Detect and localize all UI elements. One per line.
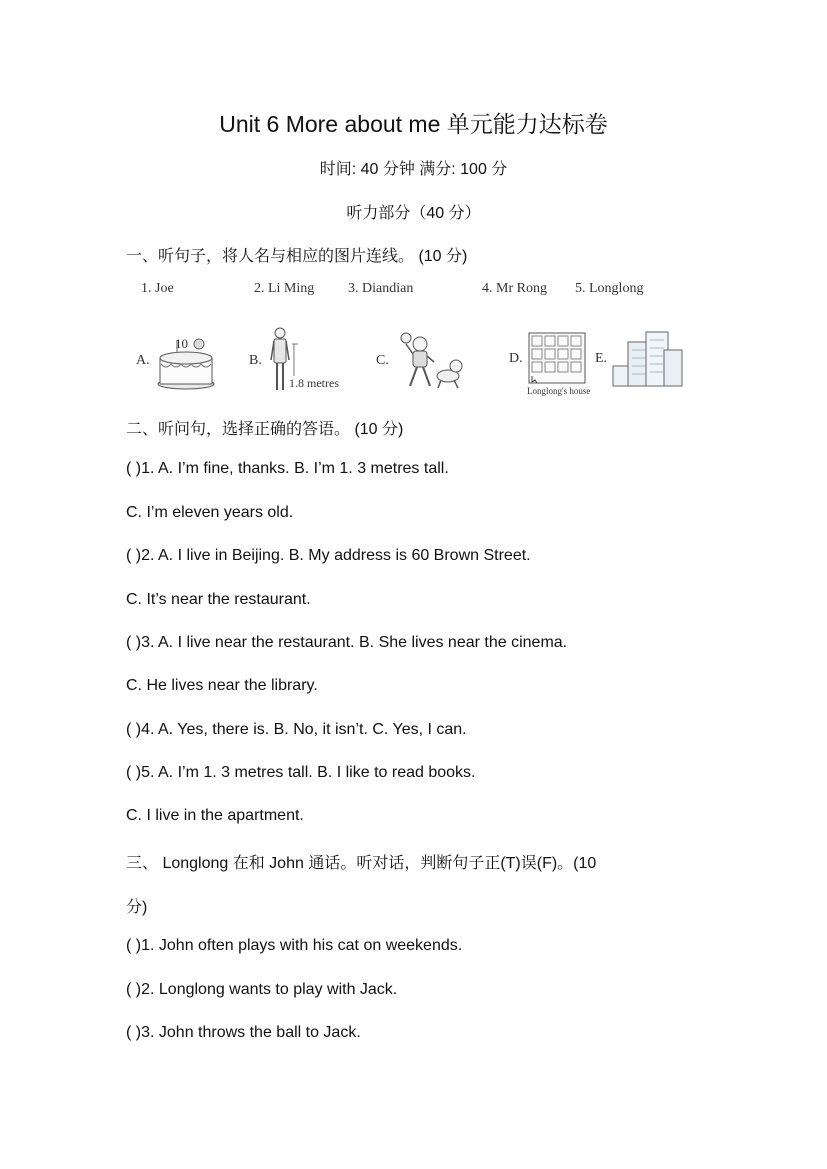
apartment-grid-icon bbox=[528, 332, 586, 384]
part3-q3: ( )3. John throws the ball to Jack. bbox=[126, 1024, 361, 1041]
height-marker-icon bbox=[292, 344, 306, 378]
name-li-ming: 2. Li Ming bbox=[254, 281, 315, 296]
part2-q1-option-c: C. I’m eleven years old. bbox=[126, 504, 294, 521]
part2-q2-option-c: C. It’s near the restaurant. bbox=[126, 591, 311, 608]
city-buildings-icon bbox=[612, 328, 686, 388]
part2-q5-option-c: C. I live in the apartment. bbox=[126, 807, 304, 824]
name-longlong: 5. Longlong bbox=[575, 281, 644, 296]
part3-q1: ( )1. John often plays with his cat on weekends. bbox=[126, 937, 463, 954]
picture-a-letter: A. bbox=[136, 353, 150, 368]
part1-heading: 一、听句子，将人名与相应的图片连线。 (10 分) bbox=[126, 248, 468, 265]
picture-d-caption: Longlong's house bbox=[527, 386, 591, 396]
part2-q5: ( )5. A. I’m 1. 3 metres tall. B. I like to read books. bbox=[126, 764, 476, 781]
boy-with-dog-icon bbox=[398, 332, 464, 392]
exam-meta: 时间: 40 分钟 满分: 100 分 bbox=[319, 161, 508, 178]
part3-heading: 三、 Longlong 在和 John 通话。听对话，判断句子正(T)误(F)。(10 bbox=[126, 855, 597, 872]
part3-heading-cont: 分) bbox=[126, 899, 148, 916]
part3-q2: ( )2. Longlong wants to play with Jack. bbox=[126, 981, 398, 998]
picture-b-letter: B. bbox=[249, 353, 262, 368]
name-mr-rong: 4. Mr Rong bbox=[482, 281, 547, 296]
name-diandian: 3. Diandian bbox=[348, 281, 414, 296]
part2-q3-option-c: C. He lives near the library. bbox=[126, 677, 318, 694]
picture-d-letter: D. bbox=[509, 351, 523, 366]
name-joe: 1. Joe bbox=[141, 281, 174, 296]
part2-q3: ( )3. A. I live near the restaurant. B. She lives near the cinema. bbox=[126, 634, 568, 651]
section-heading: 听力部分（40 分） bbox=[346, 205, 481, 222]
picture-e-letter: E. bbox=[595, 351, 608, 366]
page-title: Unit 6 More about me 单元能力达标卷 bbox=[219, 111, 608, 137]
part2-q1: ( )1. A. I’m fine, thanks. B. I’m 1. 3 metres tall. bbox=[126, 460, 449, 477]
birthday-cake-icon bbox=[155, 330, 217, 392]
part2-q4: ( )4. A. Yes, there is. B. No, it isn’t. C. Yes, I can. bbox=[126, 721, 467, 738]
part2-heading: 二、听问句，选择正确的答语。 (10 分) bbox=[126, 421, 404, 438]
svg-text:10: 10 bbox=[175, 336, 188, 351]
part2-q2: ( )2. A. I live in Beijing. B. My address is 60 Brown Street. bbox=[126, 547, 531, 564]
picture-c-letter: C. bbox=[376, 353, 389, 368]
height-caption: 1.8 metres bbox=[289, 376, 339, 390]
